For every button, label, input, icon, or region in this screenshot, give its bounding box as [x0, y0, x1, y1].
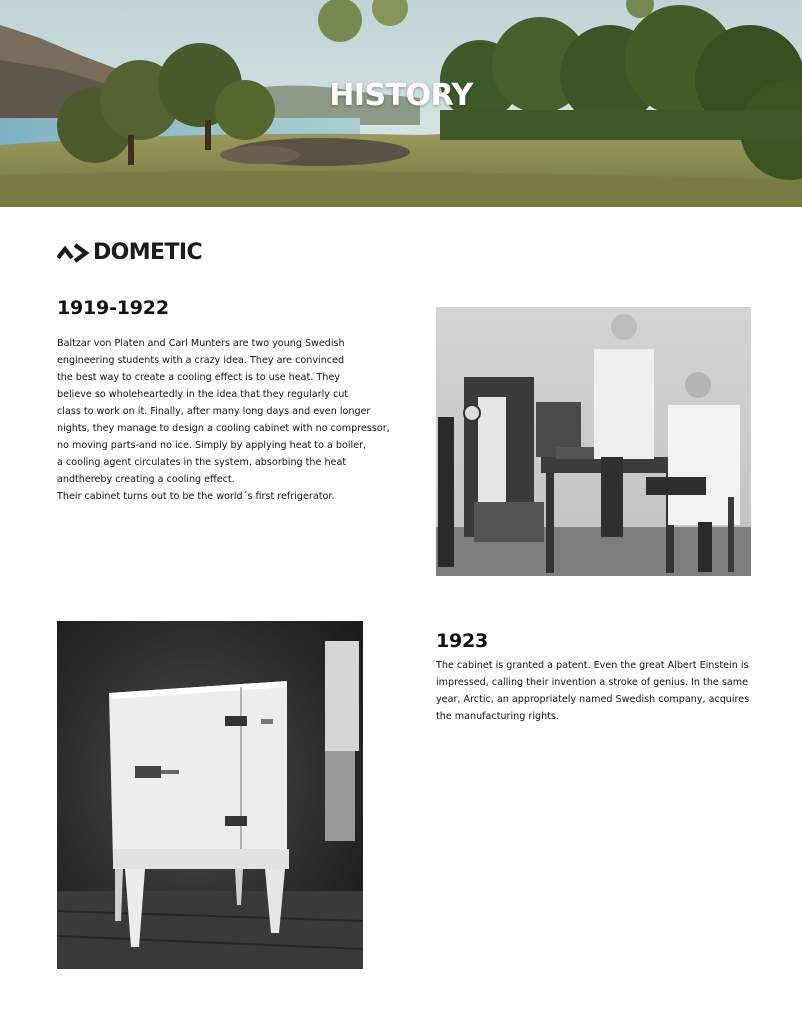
section-year-1923: 1923: [436, 630, 489, 652]
section-year-1919-1922: 1919-1922: [57, 297, 169, 319]
text-line: year, Arctic, an appropriately named Swedish company, acquires: [436, 694, 750, 705]
text-line: a cooling agent circulates in the system, absorbing the heat: [57, 457, 347, 468]
text-line: the best way to create a cooling effect is to use heat. They: [57, 372, 340, 383]
dometic-chevron-icon: [57, 242, 90, 264]
text-line: Baltzar von Platen and Carl Munters are two young Swedish: [57, 338, 345, 349]
inventors-laboratory-photo: [436, 307, 751, 576]
text-line: nights, they manage to design a cooling cabinet with no compressor,: [57, 423, 390, 434]
text-line: engineering students with a crazy idea. They are convinced: [57, 355, 345, 366]
text-line: The cabinet is granted a patent. Even the great Albert Einstein is: [436, 660, 749, 671]
text-line: impressed, calling their invention a stroke of genius. In the same: [436, 677, 748, 688]
text-line: andthereby creating a cooling effect.: [57, 474, 235, 485]
section-text-1919-1922: [57, 335, 407, 505]
dometic-logo: [57, 240, 202, 266]
dometic-wordmark: DOMETIC: [93, 240, 203, 265]
text-line: class to work on it. Finally, after many long days and even longer: [57, 406, 371, 417]
page-title: HISTORY: [329, 78, 473, 113]
text-line: believe so wholeheartedly in the idea that they regularly cut: [57, 389, 349, 400]
text-line: the manufacturing rights.: [436, 711, 559, 722]
text-line: no moving parts-and no ice. Simply by applying heat to a boiler,: [57, 440, 367, 451]
text-line: Their cabinet turns out to be the world´s first refrigerator.: [57, 491, 335, 502]
hero-banner: [0, 0, 802, 207]
section-text-1923: [436, 657, 752, 725]
vintage-refrigerator-photo: [57, 621, 363, 969]
